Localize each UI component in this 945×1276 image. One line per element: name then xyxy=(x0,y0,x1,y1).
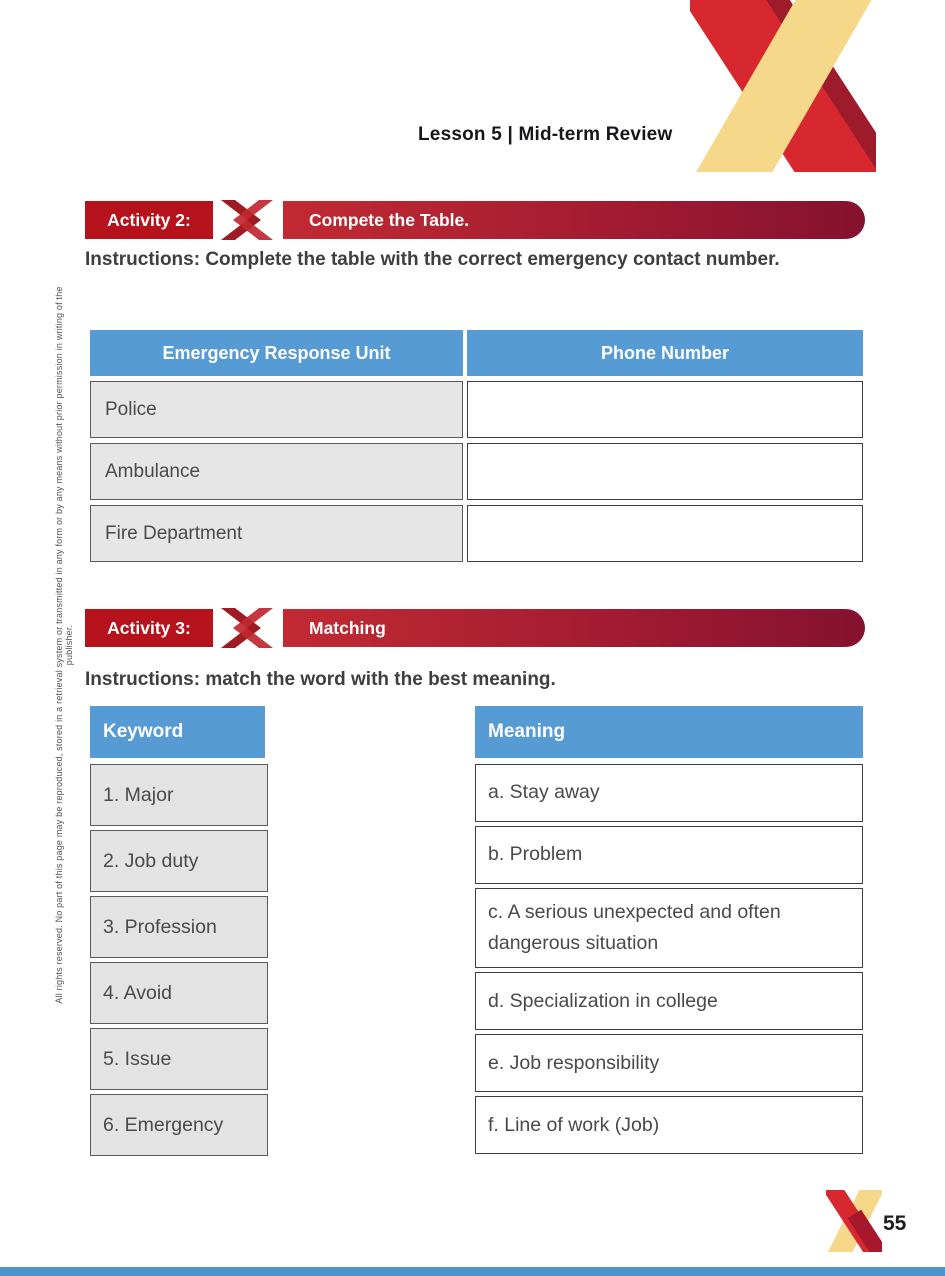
table-row xyxy=(90,505,863,562)
keyword-item: 6. Emergency xyxy=(90,1094,268,1156)
meaning-item: f. Line of work (Job) xyxy=(475,1096,863,1154)
keyword-column xyxy=(90,706,268,1160)
emergency-contact-table xyxy=(90,330,863,567)
table-header-row xyxy=(90,330,863,376)
meaning-item: b. Problem xyxy=(475,826,863,884)
activity3-badge-label: Activity 3: xyxy=(107,617,191,638)
crossed-ribbons-icon xyxy=(215,195,279,245)
keyword-item: 1. Major xyxy=(90,764,268,826)
brand-logo-footer-icon xyxy=(826,1190,882,1252)
meaning-item: a. Stay away xyxy=(475,764,863,822)
meaning-item: c. A serious unexpected and often dangerous situation xyxy=(475,888,863,968)
keyword-item: 2. Job duty xyxy=(90,830,268,892)
page-title: Lesson 5 | Mid-term Review xyxy=(418,124,673,145)
meaning-column-header: Meaning xyxy=(475,706,863,758)
keyword-item: 4. Avoid xyxy=(90,962,268,1024)
meaning-item: d. Specialization in college xyxy=(475,972,863,1030)
activity2-instructions: Instructions: Complete the table with the correct emergency contact number. xyxy=(85,249,780,270)
unit-cell: Police xyxy=(90,381,463,438)
meaning-column xyxy=(475,706,863,1158)
copyright-notice: All rights reserved. No part of this page may be reproduced, stored in a retrieval system or transmitted in any form or by any means without prior permission in writing of the publisher. xyxy=(54,286,74,1004)
activity2-header xyxy=(85,198,870,246)
page-number: 55 xyxy=(883,1212,907,1235)
phone-answer-cell xyxy=(467,381,863,438)
activity2-badge-label: Activity 2: xyxy=(107,209,191,230)
phone-answer-cell xyxy=(467,505,863,562)
crossed-ribbons-icon xyxy=(215,603,279,653)
unit-cell: Ambulance xyxy=(90,443,463,500)
activity2-banner-title: Compete the Table. xyxy=(309,209,470,230)
activity2-banner xyxy=(283,201,865,239)
activity3-banner xyxy=(283,609,865,647)
brand-logo-icon xyxy=(690,0,876,172)
footer-accent-strip xyxy=(0,1267,945,1276)
phone-answer-cell xyxy=(467,443,863,500)
activity3-banner-title: Matching xyxy=(309,617,386,638)
keyword-column-header: Keyword xyxy=(90,706,265,758)
activity3-badge xyxy=(85,609,213,647)
activity3-header xyxy=(85,606,870,654)
meaning-item: e. Job responsibility xyxy=(475,1034,863,1092)
table-row xyxy=(90,381,863,438)
column-header-unit: Emergency Response Unit xyxy=(90,330,463,376)
keyword-item: 5. Issue xyxy=(90,1028,268,1090)
activity2-badge xyxy=(85,201,213,239)
column-header-phone: Phone Number xyxy=(467,330,863,376)
unit-cell: Fire Department xyxy=(90,505,463,562)
activity3-instructions: Instructions: match the word with the best meaning. xyxy=(85,669,556,690)
table-row xyxy=(90,443,863,500)
keyword-item: 3. Profession xyxy=(90,896,268,958)
